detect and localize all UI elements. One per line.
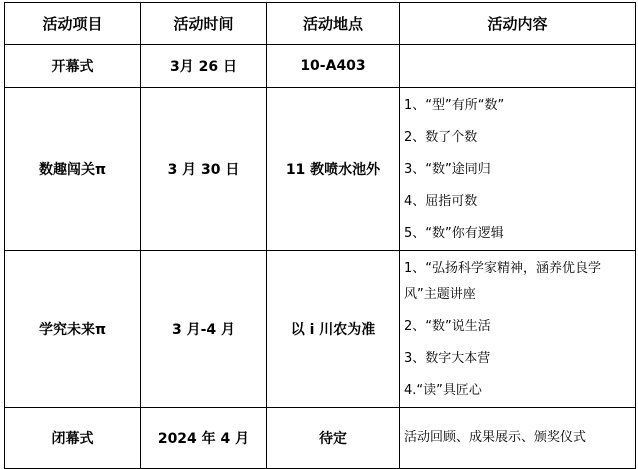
content-item: 3、数字大本营 — [404, 351, 491, 366]
project-cell: 学究未来π — [5, 251, 141, 408]
content-cell — [400, 408, 636, 469]
table-row — [5, 251, 636, 408]
content-cell — [400, 45, 636, 88]
content-item: 3、“数”途同归 — [404, 162, 491, 177]
table-header-row — [5, 3, 636, 45]
content-cell — [400, 88, 636, 251]
header-time: 活动时间 — [141, 3, 267, 45]
content-item: 2、数了个数 — [404, 130, 478, 145]
time-cell: 3月 26 日 — [141, 45, 267, 88]
content-item: 1、“型”有所“数” — [404, 98, 505, 113]
project-cell: 开幕式 — [5, 45, 141, 88]
table-row — [5, 45, 636, 88]
place-cell: 11 教喷水池外 — [267, 88, 400, 251]
header-project: 活动项目 — [5, 3, 141, 45]
content-cell — [400, 251, 636, 408]
content-item: 2、“数”说生活 — [404, 319, 491, 334]
table-row — [5, 88, 636, 251]
header-content: 活动内容 — [400, 3, 636, 45]
place-cell: 10-A403 — [267, 45, 400, 88]
place-cell: 以 i 川农为准 — [267, 251, 400, 408]
table-row — [5, 408, 636, 469]
time-cell: 3 月 30 日 — [141, 88, 267, 251]
time-cell: 3 月-4 月 — [141, 251, 267, 408]
place-cell: 待定 — [267, 408, 400, 469]
content-item: 活动回顾、成果展示、颁奖仪式 — [404, 430, 587, 445]
project-cell: 数趣闯关π — [5, 88, 141, 251]
time-cell: 2024 年 4 月 — [141, 408, 267, 469]
content-item: 1、“弘扬科学家精神，涵养优良学风”主题讲座 — [404, 261, 602, 302]
header-place: 活动地点 — [267, 3, 400, 45]
content-item: 4、屈指可数 — [404, 194, 478, 209]
project-cell: 闭幕式 — [5, 408, 141, 469]
content-item: 5、“数”你有逻辑 — [404, 226, 504, 241]
content-item: 4.“读”具匠心 — [404, 383, 482, 398]
activity-schedule-table — [4, 2, 636, 469]
